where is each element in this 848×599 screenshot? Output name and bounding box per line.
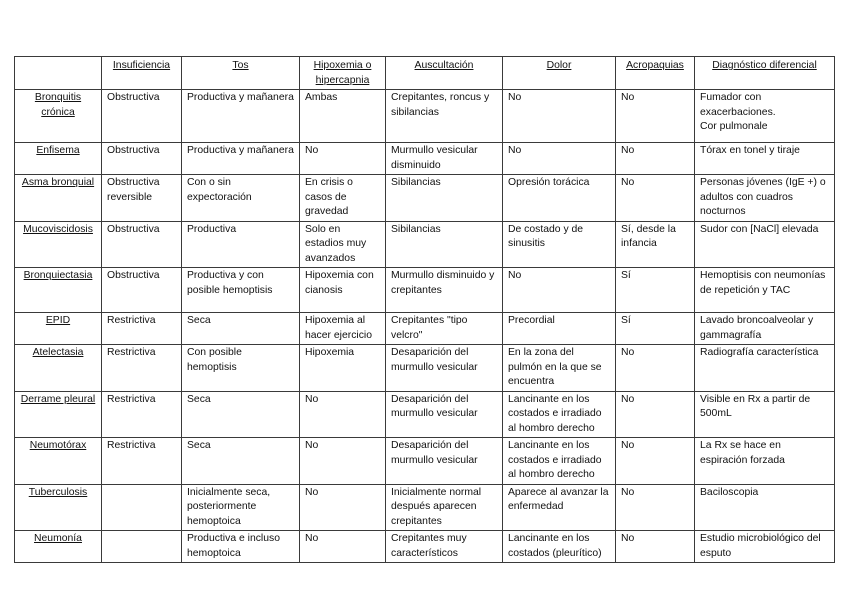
table-cell <box>386 143 503 175</box>
cell-text: En crisis o casos de gravedad <box>305 177 353 217</box>
table-cell <box>300 175 386 222</box>
cell-text: Restrictiva <box>107 440 156 451</box>
table-cell <box>102 143 182 175</box>
table-cell <box>386 531 503 563</box>
cell-text: Sí, desde la infancia <box>621 223 676 249</box>
cell-text: Hipoxemia con cianosis <box>305 270 374 296</box>
cell-text: No <box>508 145 522 156</box>
cell-text: Radiografía característica <box>700 347 819 358</box>
row-header: Atelectasia <box>15 345 102 392</box>
cell-text: Baciloscopia <box>700 486 759 498</box>
table-cell <box>102 268 182 313</box>
table-cell <box>503 438 616 485</box>
table-cell <box>386 221 503 268</box>
cell-text: Con o sin expectoración <box>187 177 252 203</box>
table-cell <box>386 484 503 531</box>
table-cell <box>616 531 695 563</box>
table-cell <box>616 313 695 345</box>
table-cell <box>386 268 503 313</box>
cell-text: Inicialmente normal después aparecen crepitantes <box>391 486 482 527</box>
table-cell <box>695 143 835 175</box>
table-row <box>15 90 835 143</box>
cell-text: No <box>621 145 635 156</box>
table-cell <box>182 143 300 175</box>
column-header: Auscultación <box>386 57 503 90</box>
table-cell <box>386 391 503 438</box>
cell-text: Sí <box>621 270 631 281</box>
row-header: Asma bronquial <box>15 175 102 222</box>
table-cell <box>503 484 616 531</box>
table-cell <box>182 391 300 438</box>
cell-text: No <box>305 486 319 498</box>
cell-text: No <box>508 92 522 103</box>
table-cell <box>503 345 616 392</box>
table-cell <box>503 221 616 268</box>
table-cell <box>300 484 386 531</box>
table-cell <box>695 268 835 313</box>
table-cell <box>386 313 503 345</box>
table-cell <box>300 438 386 485</box>
cell-text: Opresión torácica <box>508 177 590 188</box>
table-cell <box>616 391 695 438</box>
cell-text: En la zona del pulmón en la que se encuentra <box>508 347 602 387</box>
cell-text: No <box>305 145 319 156</box>
cell-text: Personas jóvenes (IgE +) o adultos con cuadros nocturnos <box>700 177 826 217</box>
cell-text: No <box>621 347 635 358</box>
cell-text: Restrictiva <box>107 315 156 326</box>
table-body <box>15 90 835 563</box>
table-cell <box>695 484 835 531</box>
table-row <box>15 484 835 531</box>
table-cell <box>503 531 616 563</box>
column-header: Diagnóstico diferencial <box>695 57 835 90</box>
table-cell <box>102 345 182 392</box>
cell-text: Productiva <box>187 223 237 235</box>
cell-text: Lancinante en los costados (pleurítico) <box>508 533 602 559</box>
table-cell <box>616 143 695 175</box>
table-cell <box>182 313 300 345</box>
cell-text: Obstructiva <box>107 223 160 235</box>
cell-text: La Rx se hace en espiración forzada <box>700 440 785 466</box>
cell-text: Inicialmente seca, posteriormente hemoptoica <box>187 486 271 527</box>
row-header: EPID <box>15 313 102 345</box>
table-cell <box>616 345 695 392</box>
cell-text: Precordial <box>508 315 555 326</box>
table-cell <box>182 175 300 222</box>
row-header: Neumotórax <box>15 438 102 485</box>
table-row <box>15 391 835 438</box>
cell-text: Crepitantes muy característicos <box>391 533 467 559</box>
table-cell <box>695 438 835 485</box>
table-cell <box>616 484 695 531</box>
table-cell <box>182 484 300 531</box>
cell-text: Sibilancias <box>391 223 441 235</box>
column-header: Acropaquias <box>616 57 695 90</box>
table-cell <box>386 175 503 222</box>
table-cell <box>102 175 182 222</box>
table-cell <box>695 175 835 222</box>
table-cell <box>503 391 616 438</box>
table-cell <box>616 438 695 485</box>
cell-text: Visible en Rx a partir de 500mL <box>700 393 811 419</box>
cell-text: Desaparición del murmullo vesicular <box>391 347 478 373</box>
table-row <box>15 438 835 485</box>
row-header: Derrame pleural <box>15 391 102 438</box>
table-cell <box>386 345 503 392</box>
cell-text: No <box>621 92 635 103</box>
cell-text: Hipoxemia <box>305 347 355 358</box>
table-row <box>15 531 835 563</box>
cell-text: Obstructiva reversible <box>107 177 160 203</box>
table-row <box>15 268 835 313</box>
table-cell <box>503 90 616 143</box>
cell-text: Seca <box>187 315 211 326</box>
table-cell <box>386 438 503 485</box>
table-cell <box>102 391 182 438</box>
table-cell <box>386 90 503 143</box>
cell-text: No <box>305 440 319 451</box>
table-cell <box>616 175 695 222</box>
cell-text: Desaparición del murmullo vesicular <box>391 393 478 419</box>
table-cell <box>695 345 835 392</box>
cell-text: Restrictiva <box>107 393 156 405</box>
table-row <box>15 143 835 175</box>
table-cell <box>102 438 182 485</box>
table-cell <box>182 531 300 563</box>
cell-text: Lancinante en los costados e irradiado al hombro derecho <box>508 393 602 434</box>
table-cell <box>300 313 386 345</box>
table-cell <box>503 313 616 345</box>
row-header: Bronquitis crónica <box>15 90 102 143</box>
cell-text: Restrictiva <box>107 347 156 358</box>
cell-text: Ambas <box>305 92 338 103</box>
cell-text: Murmullo vesicular disminuido <box>391 145 478 171</box>
table-cell <box>300 221 386 268</box>
cell-text: No <box>508 270 522 281</box>
table-cell <box>695 90 835 143</box>
header-corner-cell <box>15 57 102 90</box>
table-row <box>15 313 835 345</box>
cell-text: Solo en estadios muy avanzados <box>305 223 367 264</box>
table-cell <box>182 221 300 268</box>
cell-text: No <box>621 393 635 405</box>
cell-text: Lavado broncoalveolar y gammagrafía <box>700 315 814 341</box>
table-cell <box>300 90 386 143</box>
cell-text: Productiva y mañanera <box>187 145 294 156</box>
row-header: Mucoviscidosis <box>15 221 102 268</box>
cell-text: Lancinante en los costados e irradiado al hombro derecho <box>508 440 602 480</box>
table-cell <box>616 268 695 313</box>
table-row <box>15 345 835 392</box>
cell-text: Sudor con [NaCl] elevada <box>700 223 819 235</box>
table-cell <box>503 175 616 222</box>
header-row <box>15 57 835 90</box>
cell-text: Productiva y con posible hemoptisis <box>187 270 273 296</box>
row-header: Bronquiectasia <box>15 268 102 313</box>
cell-text: Productiva e incluso hemoptoica <box>187 533 280 559</box>
cell-text: Seca <box>187 440 211 451</box>
cell-text: Tórax en tonel y tiraje <box>700 145 800 156</box>
table-cell <box>300 268 386 313</box>
cell-text: Obstructiva <box>107 145 160 156</box>
row-header: Neumonía <box>15 531 102 563</box>
table-cell <box>182 90 300 143</box>
table-cell <box>616 221 695 268</box>
table-cell <box>102 221 182 268</box>
cell-text: Productiva y mañanera <box>187 92 294 103</box>
cell-text: Murmullo disminuido y crepitantes <box>391 270 495 296</box>
cell-text: Crepitantes "tipo velcro" <box>391 315 468 341</box>
column-header: Tos <box>182 57 300 90</box>
comparison-table <box>14 56 835 563</box>
cell-text: Hipoxemia al hacer ejercicio <box>305 315 372 341</box>
cell-text: No <box>305 393 319 405</box>
cell-text: Fumador con exacerbaciones. Cor pulmonale <box>700 92 776 132</box>
cell-text: De costado y de sinusitis <box>508 223 584 249</box>
table-cell <box>300 531 386 563</box>
cell-text: Estudio microbiológico del esputo <box>700 533 821 559</box>
cell-text: Desaparición del murmullo vesicular <box>391 440 478 466</box>
table-cell <box>182 268 300 313</box>
cell-text: No <box>621 533 635 544</box>
cell-text: Aparece al avanzar la enfermedad <box>508 486 609 512</box>
table-cell <box>102 90 182 143</box>
table-cell <box>695 391 835 438</box>
cell-text: No <box>621 177 635 188</box>
cell-text: No <box>305 533 319 544</box>
table-cell <box>182 438 300 485</box>
cell-text: Con posible hemoptisis <box>187 347 242 373</box>
cell-text: Seca <box>187 393 211 405</box>
table-row <box>15 221 835 268</box>
cell-text: No <box>621 486 635 498</box>
cell-text: Sí <box>621 315 631 326</box>
table-cell <box>182 345 300 392</box>
row-header: Enfisema <box>15 143 102 175</box>
table-cell <box>503 268 616 313</box>
column-header: Insuficiencia <box>102 57 182 90</box>
table-cell <box>300 143 386 175</box>
table-row <box>15 175 835 222</box>
table-cell <box>102 313 182 345</box>
cell-text: Hemoptisis con neumonías de repetición y TAC <box>700 270 826 296</box>
table-cell <box>102 531 182 563</box>
table-cell <box>695 221 835 268</box>
table-cell <box>102 484 182 531</box>
row-header: Tuberculosis <box>15 484 102 531</box>
table-cell <box>695 531 835 563</box>
table-cell <box>300 345 386 392</box>
cell-text: Obstructiva <box>107 270 160 281</box>
table-cell <box>695 313 835 345</box>
table-cell <box>616 90 695 143</box>
table-cell <box>300 391 386 438</box>
table-cell <box>503 143 616 175</box>
cell-text: No <box>621 440 635 451</box>
column-header: Dolor <box>503 57 616 90</box>
column-header: Hipoxemia o hipercapnia <box>300 57 386 90</box>
cell-text: Obstructiva <box>107 92 160 103</box>
cell-text: Sibilancias <box>391 177 441 188</box>
cell-text: Crepitantes, roncus y sibilancias <box>391 92 490 118</box>
